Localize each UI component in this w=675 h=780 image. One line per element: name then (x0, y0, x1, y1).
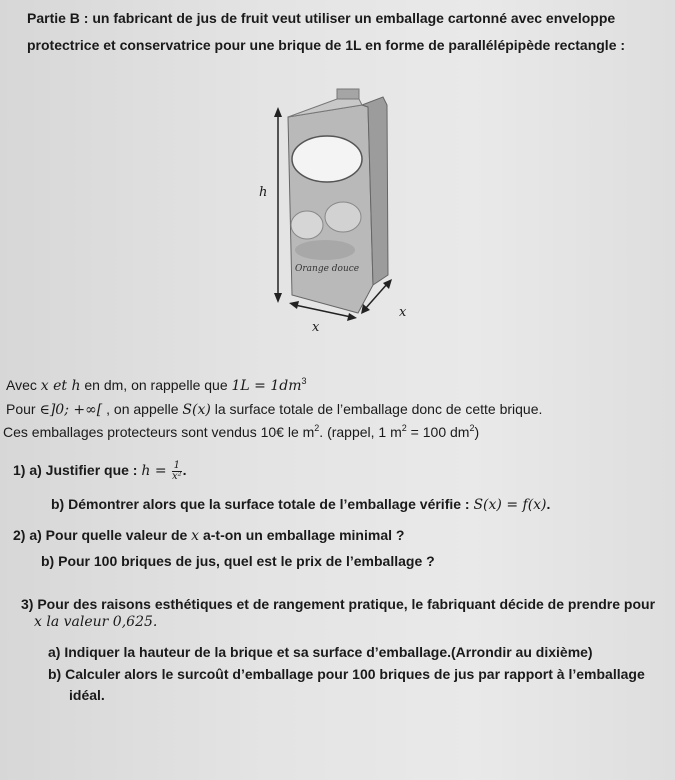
header-line-2: protectrice et conservatrice pour une brique de 1L en forme de parallélépipède rectangle : (27, 37, 626, 53)
q1-b-end: . (546, 496, 551, 512)
intro-2-text-b: , on appelle (102, 401, 183, 417)
q1-a-denominator: x² (172, 471, 182, 482)
height-arrow-bottom (274, 293, 282, 303)
intro-1-text-b: en dm, on rappelle que (80, 377, 232, 393)
orange-slice-left (291, 211, 323, 239)
q3-a: a) Indiquer la hauteur de la brique et sa surface d’emballage.(Arrondir au dixième) (48, 644, 593, 660)
header-line-1: Partie B : un fabricant de jus de fruit veut utiliser un emballage cartonné avec enveloppe (27, 10, 616, 26)
intro-2-function: S(x) (182, 402, 211, 418)
intro-1-text-a: Avec (6, 377, 41, 393)
q3-line-2: x la valeur 0,625. (34, 614, 158, 630)
q1-b-equation: S(x) = f(x) (473, 497, 547, 513)
intro-line-2 (6, 401, 542, 419)
intro-3-text-a: Ces emballages protecteurs sont vendus 10€ le m (3, 424, 315, 440)
figure-label-h: h (259, 185, 268, 200)
intro-line-3 (3, 424, 479, 441)
intro-1-equation: 1L = 1dm (231, 378, 302, 394)
intro-3-text-c: = 100 dm (406, 424, 470, 440)
intro-2-domain: ∈]0; +∞[ (39, 402, 103, 418)
intro-2-text-a: Pour (6, 401, 40, 417)
q1-a-end: . (182, 462, 187, 479)
q1-a-lhs: h = (141, 463, 172, 480)
intro-1-vars: x et h (40, 378, 81, 394)
q2-a-prefix: 2) a) Pour quelle valeur de (13, 527, 192, 543)
figure-label-x-side: x (399, 305, 407, 320)
carton-oval-label (292, 136, 362, 182)
q1-a (13, 461, 187, 482)
intro-1-exponent: 3 (301, 376, 307, 386)
carton-shadow-band (295, 240, 355, 260)
intro-3-text-b: . (rappel, 1 m (319, 424, 402, 440)
intro-2-text-c: la surface totale de l’emballage donc de cette brique. (210, 401, 543, 417)
q1-b-text: b) Démontrer alors que la surface totale de l’emballage vérifie : (51, 496, 474, 512)
x-bottom-arrow-right (347, 313, 357, 321)
q1-a-fraction (172, 461, 182, 482)
intro-3-exp-a: 2 (314, 423, 320, 433)
intro-3-exp-c: 2 (469, 423, 475, 433)
q1-a-numerator: 1 (173, 460, 181, 471)
juice-carton-figure (255, 85, 425, 345)
intro-3-text-d: ) (474, 424, 480, 440)
orange-slice-right (325, 202, 361, 232)
intro-3-exp-b: 2 (401, 423, 407, 433)
q2-b: b) Pour 100 briques de jus, quel est le prix de l’emballage ? (41, 553, 435, 569)
q1-a-prefix: 1) a) Justifier que : (13, 462, 142, 479)
figure-label-x-bottom: x (312, 320, 320, 335)
q3-line-1: 3) Pour des raisons esthétiques et de rangement pratique, le fabriquant décide de prendre pour (21, 596, 656, 612)
q2-a-suffix: a-t-on un emballage minimal ? (199, 527, 405, 543)
intro-line-1 (6, 377, 307, 395)
q3-b-line-2: idéal. (69, 687, 105, 703)
carton-cap (337, 89, 359, 99)
q2-a-variable: x (191, 528, 200, 544)
q2-a (13, 527, 404, 545)
carton-brand-text: Orange douce (295, 264, 360, 274)
height-arrow-top (274, 107, 282, 117)
x-bottom-arrow-left (289, 301, 299, 309)
q1-b (51, 496, 550, 514)
q3-b-line-1: b) Calculer alors le surcoût d’emballage pour 100 briques de jus par rapport à l’emballage (48, 666, 645, 682)
